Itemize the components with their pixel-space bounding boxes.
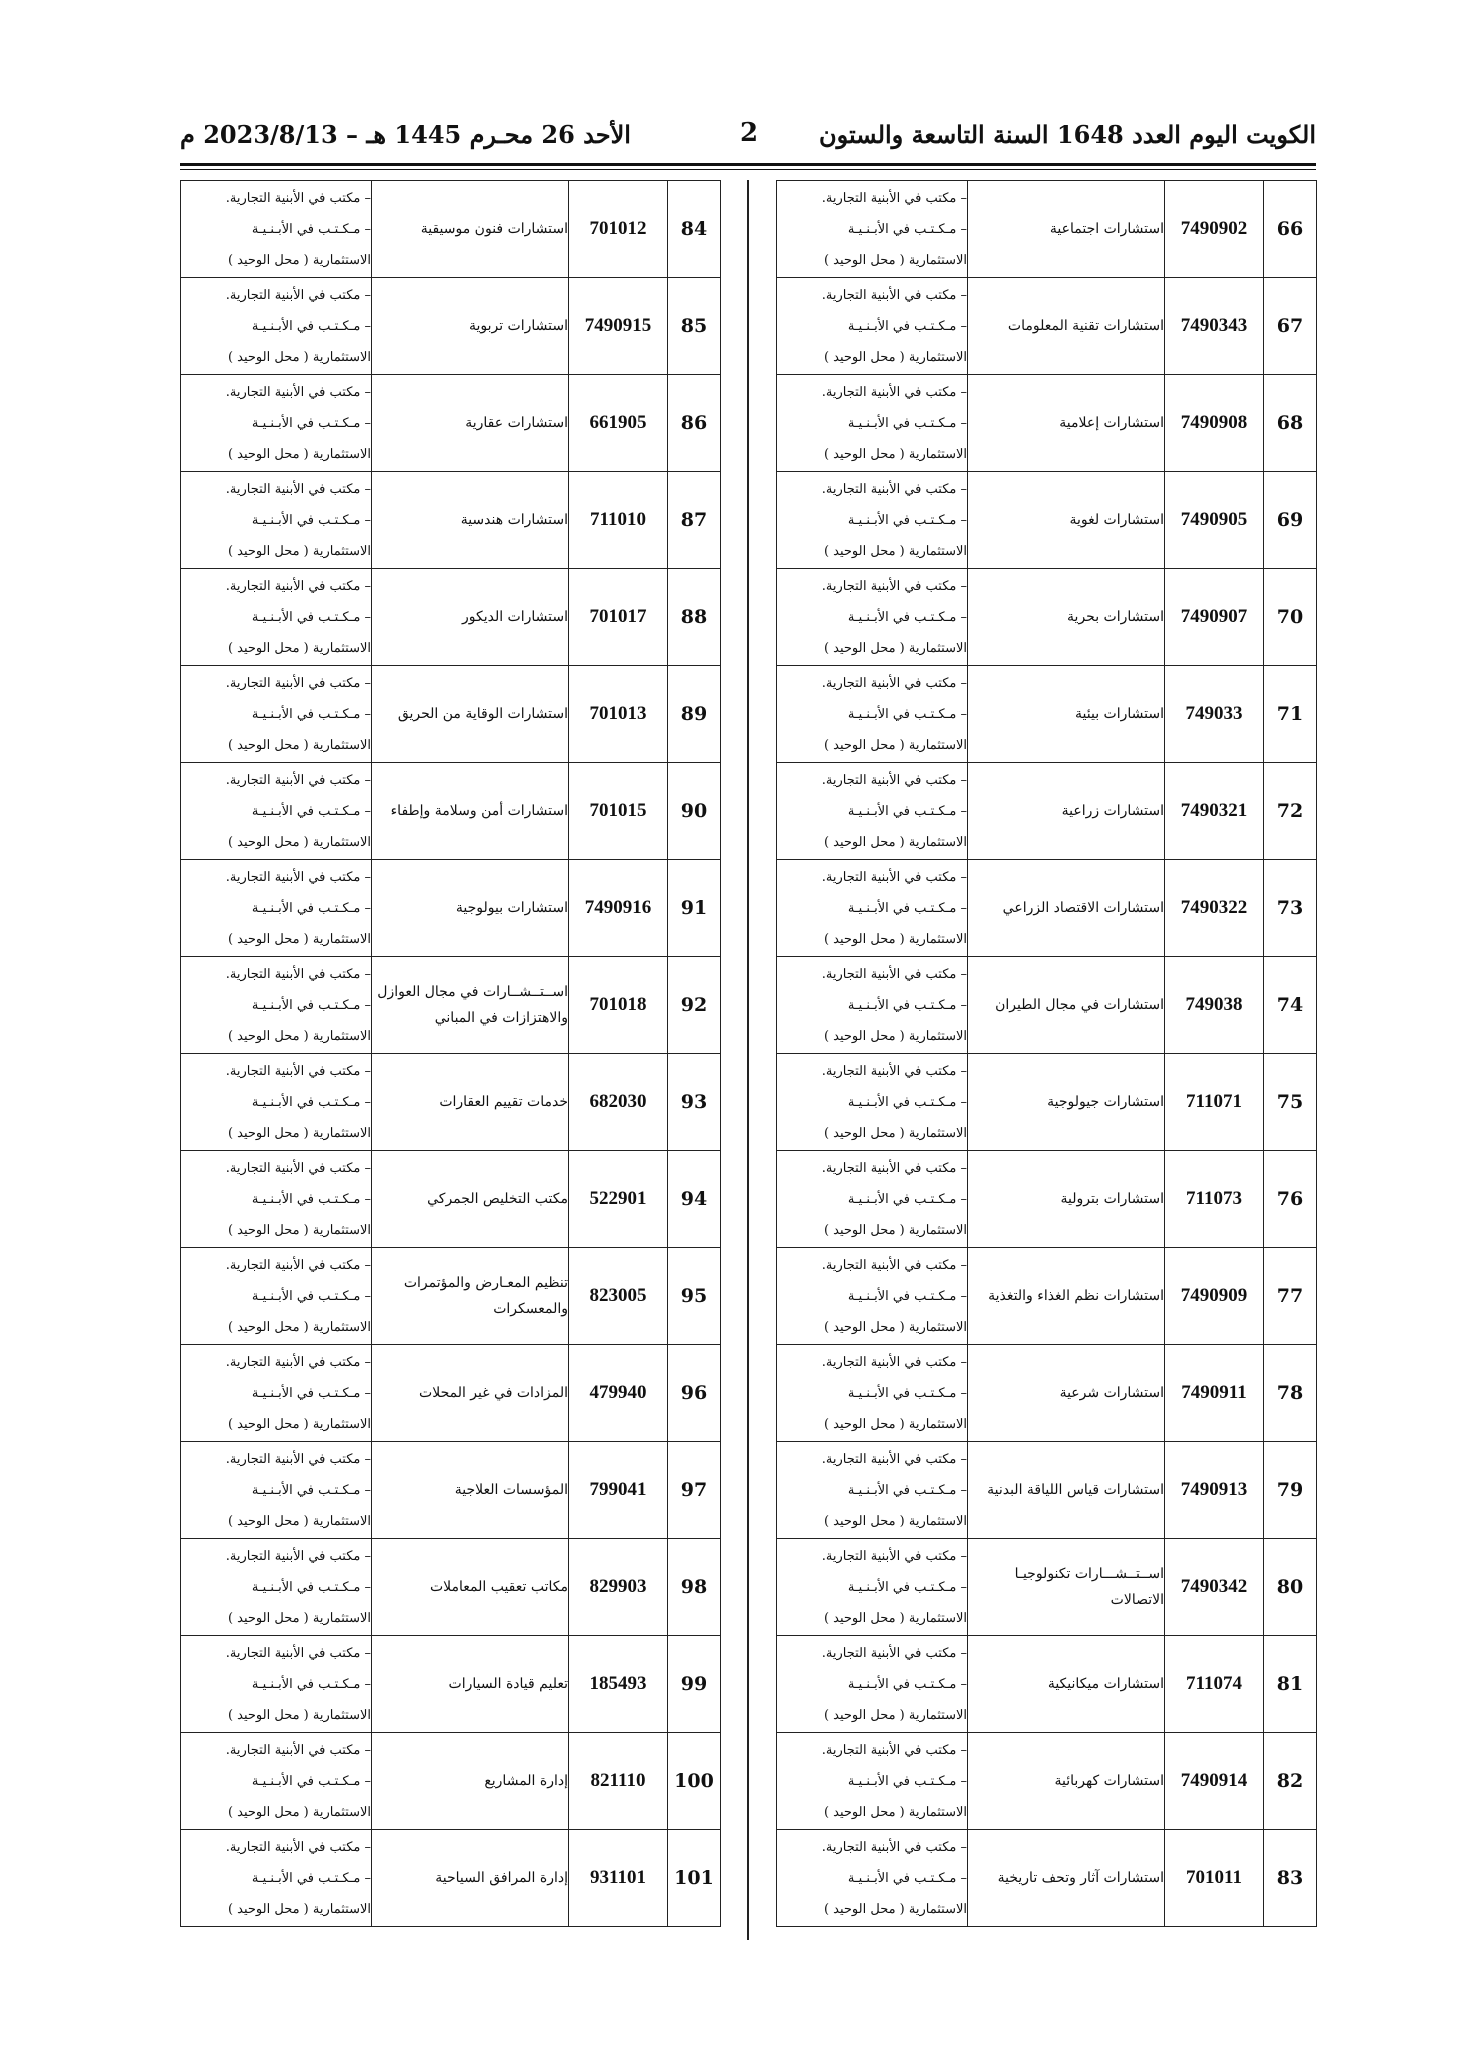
- activity-code: 479940: [569, 1345, 668, 1442]
- location-line: – مـكـتـب في الأبـنـيـة: [251, 1870, 371, 1886]
- row-number: 79: [1264, 1442, 1317, 1539]
- activity-name: إدارة المرافق السياحية: [372, 1830, 569, 1927]
- location-line: – مـكـتـب في الأبـنـيـة: [847, 1870, 967, 1886]
- location-line: – مكتب في الأبنية التجارية.: [225, 772, 371, 788]
- activities-table-left: [180, 180, 721, 1927]
- location-line: – مكتب في الأبنية التجارية.: [821, 772, 967, 788]
- table-row: [777, 278, 1317, 375]
- location-line: الاستثمارية ( محل الوحيد ): [823, 1901, 967, 1917]
- location-line: – مكتب في الأبنية التجارية.: [821, 190, 967, 206]
- permitted-location: [777, 1054, 968, 1151]
- table-row: [181, 1248, 721, 1345]
- permitted-location: [181, 1151, 372, 1248]
- permitted-location: [777, 1733, 968, 1830]
- table-row: [181, 181, 721, 278]
- location-line: – مكتب في الأبنية التجارية.: [821, 1354, 967, 1370]
- row-number: 89: [668, 666, 721, 763]
- table-row: [181, 1830, 721, 1927]
- row-number: 72: [1264, 763, 1317, 860]
- location-line: – مـكـتـب في الأبـنـيـة: [847, 706, 967, 722]
- location-line: – مـكـتـب في الأبـنـيـة: [847, 1676, 967, 1692]
- location-line: الاستثمارية ( محل الوحيد ): [823, 931, 967, 947]
- permitted-location: [181, 1442, 372, 1539]
- location-line: – مكتب في الأبنية التجارية.: [225, 1839, 371, 1855]
- activity-name: استشارات الوقاية من الحريق: [372, 666, 569, 763]
- location-line: الاستثمارية ( محل الوحيد ): [227, 1319, 371, 1335]
- table-row: [777, 1636, 1317, 1733]
- location-line: الاستثمارية ( محل الوحيد ): [823, 1028, 967, 1044]
- row-number: 97: [668, 1442, 721, 1539]
- permitted-location: [777, 860, 968, 957]
- permitted-location: [181, 666, 372, 763]
- activity-code: 829903: [569, 1539, 668, 1636]
- location-line: – مكتب في الأبنية التجارية.: [225, 578, 371, 594]
- location-line: – مـكـتـب في الأبـنـيـة: [847, 900, 967, 916]
- row-number: 86: [668, 375, 721, 472]
- table-row: [777, 1248, 1317, 1345]
- location-line: الاستثمارية ( محل الوحيد ): [823, 446, 967, 462]
- row-number: 87: [668, 472, 721, 569]
- location-line: – مـكـتـب في الأبـنـيـة: [251, 1482, 371, 1498]
- activity-name: استشارات ميكانيكية: [968, 1636, 1165, 1733]
- permitted-location: [777, 472, 968, 569]
- location-line: – مكتب في الأبنية التجارية.: [821, 1257, 967, 1273]
- row-number: 99: [668, 1636, 721, 1733]
- activity-name: استشارات بحرية: [968, 569, 1165, 666]
- activity-name: استشارات اجتماعية: [968, 181, 1165, 278]
- activity-code: 711010: [569, 472, 668, 569]
- activity-code: 701015: [569, 763, 668, 860]
- table-row: [777, 1345, 1317, 1442]
- activity-code: 7490908: [1165, 375, 1264, 472]
- activity-code: 7490915: [569, 278, 668, 375]
- activity-name: المزادات في غير المحلات: [372, 1345, 569, 1442]
- activity-name: استشارات بيئية: [968, 666, 1165, 763]
- permitted-location: [181, 472, 372, 569]
- location-line: – مـكـتـب في الأبـنـيـة: [251, 706, 371, 722]
- table-row: [777, 1830, 1317, 1927]
- activity-code: 749038: [1165, 957, 1264, 1054]
- activity-name: استشارات زراعية: [968, 763, 1165, 860]
- activity-code: 7490907: [1165, 569, 1264, 666]
- location-line: – مكتب في الأبنية التجارية.: [821, 481, 967, 497]
- activity-name: استشارات تربوية: [372, 278, 569, 375]
- location-line: الاستثمارية ( محل الوحيد ): [227, 931, 371, 947]
- activity-code: 711073: [1165, 1151, 1264, 1248]
- gazette-issue-title: الكويت اليوم العدد 1648 السنة التاسعة والستون: [819, 120, 1316, 149]
- location-line: – مكتب في الأبنية التجارية.: [821, 1645, 967, 1661]
- location-line: الاستثمارية ( محل الوحيد ): [823, 1416, 967, 1432]
- location-line: – مكتب في الأبنية التجارية.: [821, 384, 967, 400]
- row-number: 90: [668, 763, 721, 860]
- activity-code: 661905: [569, 375, 668, 472]
- location-line: – مـكـتـب في الأبـنـيـة: [251, 1191, 371, 1207]
- location-line: – مكتب في الأبنية التجارية.: [225, 869, 371, 885]
- location-line: – مـكـتـب في الأبـنـيـة: [251, 221, 371, 237]
- row-number: 101: [668, 1830, 721, 1927]
- location-line: الاستثمارية ( محل الوحيد ): [823, 349, 967, 365]
- table-row: [181, 763, 721, 860]
- location-line: – مكتب في الأبنية التجارية.: [225, 1160, 371, 1176]
- location-line: الاستثمارية ( محل الوحيد ): [227, 1707, 371, 1723]
- table-row: [181, 569, 721, 666]
- table-row: [181, 1636, 721, 1733]
- location-line: – مـكـتـب في الأبـنـيـة: [847, 221, 967, 237]
- location-line: – مـكـتـب في الأبـنـيـة: [847, 1385, 967, 1401]
- activity-code: 701017: [569, 569, 668, 666]
- location-line: – مكتب في الأبنية التجارية.: [225, 481, 371, 497]
- activity-name: مكتب التخليص الجمركي: [372, 1151, 569, 1248]
- activity-code: 799041: [569, 1442, 668, 1539]
- location-line: – مـكـتـب في الأبـنـيـة: [847, 1191, 967, 1207]
- location-line: – مـكـتـب في الأبـنـيـة: [847, 609, 967, 625]
- activity-code: 749033: [1165, 666, 1264, 763]
- location-line: – مكتب في الأبنية التجارية.: [821, 869, 967, 885]
- location-line: – مـكـتـب في الأبـنـيـة: [251, 512, 371, 528]
- activity-name: استشارات شرعية: [968, 1345, 1165, 1442]
- column-divider: [747, 180, 749, 1940]
- location-line: – مكتب في الأبنية التجارية.: [821, 287, 967, 303]
- page-number: 2: [740, 118, 759, 148]
- activity-name: استشارات في مجال الطيران: [968, 957, 1165, 1054]
- location-line: – مـكـتـب في الأبـنـيـة: [251, 997, 371, 1013]
- location-line: – مـكـتـب في الأبـنـيـة: [251, 318, 371, 334]
- row-number: 93: [668, 1054, 721, 1151]
- activity-name: إدارة المشاريع: [372, 1733, 569, 1830]
- row-number: 77: [1264, 1248, 1317, 1345]
- row-number: 85: [668, 278, 721, 375]
- table-row: [777, 1054, 1317, 1151]
- location-line: – مكتب في الأبنية التجارية.: [225, 287, 371, 303]
- location-line: – مكتب في الأبنية التجارية.: [225, 1354, 371, 1370]
- location-line: – مـكـتـب في الأبـنـيـة: [847, 318, 967, 334]
- activity-name: استشارات نظم الغذاء والتغذية: [968, 1248, 1165, 1345]
- activity-code: 7490321: [1165, 763, 1264, 860]
- activity-code: 7490916: [569, 860, 668, 957]
- activity-name: استشارات قياس اللياقة البدنية: [968, 1442, 1165, 1539]
- permitted-location: [181, 375, 372, 472]
- location-line: الاستثمارية ( محل الوحيد ): [823, 737, 967, 753]
- location-line: – مكتب في الأبنية التجارية.: [225, 966, 371, 982]
- table-row: [181, 1733, 721, 1830]
- location-line: – مكتب في الأبنية التجارية.: [225, 1257, 371, 1273]
- permitted-location: [777, 1442, 968, 1539]
- location-line: – مكتب في الأبنية التجارية.: [821, 1160, 967, 1176]
- location-line: الاستثمارية ( محل الوحيد ): [227, 834, 371, 850]
- permitted-location: [181, 1733, 372, 1830]
- permitted-location: [181, 181, 372, 278]
- location-line: – مـكـتـب في الأبـنـيـة: [251, 1579, 371, 1595]
- location-line: – مـكـتـب في الأبـنـيـة: [847, 997, 967, 1013]
- activity-code: 7490342: [1165, 1539, 1264, 1636]
- table-row: [181, 666, 721, 763]
- table-row: [777, 957, 1317, 1054]
- activity-code: 7490905: [1165, 472, 1264, 569]
- permitted-location: [777, 1248, 968, 1345]
- location-line: – مـكـتـب في الأبـنـيـة: [251, 1094, 371, 1110]
- activity-name: استشارات بيولوجية: [372, 860, 569, 957]
- activity-name: استشارات عقارية: [372, 375, 569, 472]
- activity-name: استشارات إعلامية: [968, 375, 1165, 472]
- permitted-location: [777, 957, 968, 1054]
- location-line: الاستثمارية ( محل الوحيد ): [823, 640, 967, 656]
- header-rule-thick: [180, 163, 1316, 166]
- permitted-location: [181, 763, 372, 860]
- permitted-location: [181, 1539, 372, 1636]
- table-row: [777, 181, 1317, 278]
- location-line: الاستثمارية ( محل الوحيد ): [227, 640, 371, 656]
- row-number: 80: [1264, 1539, 1317, 1636]
- permitted-location: [777, 181, 968, 278]
- activity-code: 701018: [569, 957, 668, 1054]
- location-line: – مـكـتـب في الأبـنـيـة: [847, 1773, 967, 1789]
- permitted-location: [181, 1636, 372, 1733]
- row-number: 71: [1264, 666, 1317, 763]
- table-row: [181, 278, 721, 375]
- permitted-location: [777, 375, 968, 472]
- location-line: – مـكـتـب في الأبـنـيـة: [251, 1773, 371, 1789]
- location-line: الاستثمارية ( محل الوحيد ): [227, 446, 371, 462]
- permitted-location: [181, 957, 372, 1054]
- location-line: – مـكـتـب في الأبـنـيـة: [251, 415, 371, 431]
- location-line: – مـكـتـب في الأبـنـيـة: [847, 1482, 967, 1498]
- table-row: [181, 1442, 721, 1539]
- activity-code: 185493: [569, 1636, 668, 1733]
- location-line: – مـكـتـب في الأبـنـيـة: [847, 1094, 967, 1110]
- location-line: – مـكـتـب في الأبـنـيـة: [251, 1288, 371, 1304]
- location-line: – مـكـتـب في الأبـنـيـة: [251, 803, 371, 819]
- activity-code: 682030: [569, 1054, 668, 1151]
- row-number: 98: [668, 1539, 721, 1636]
- row-number: 66: [1264, 181, 1317, 278]
- table-row: [181, 957, 721, 1054]
- activity-name: استشارات أمن وسلامة وإطفاء: [372, 763, 569, 860]
- permitted-location: [777, 1539, 968, 1636]
- location-line: الاستثمارية ( محل الوحيد ): [823, 1804, 967, 1820]
- location-line: الاستثمارية ( محل الوحيد ): [823, 1125, 967, 1141]
- location-line: الاستثمارية ( محل الوحيد ): [823, 1222, 967, 1238]
- table-row: [777, 569, 1317, 666]
- row-number: 74: [1264, 957, 1317, 1054]
- location-line: – مكتب في الأبنية التجارية.: [821, 675, 967, 691]
- location-line: – مكتب في الأبنية التجارية.: [225, 1451, 371, 1467]
- activities-table-left-body: [181, 181, 721, 1927]
- activity-name: استشارات هندسية: [372, 472, 569, 569]
- activity-name: استشارات تقنية المعلومات: [968, 278, 1165, 375]
- row-number: 95: [668, 1248, 721, 1345]
- row-number: 81: [1264, 1636, 1317, 1733]
- permitted-location: [181, 1248, 372, 1345]
- activity-code: 7490913: [1165, 1442, 1264, 1539]
- activities-table-right-body: [777, 181, 1317, 1927]
- activity-name: اســتــشـــارات تكنولوجيـا الاتصالات: [968, 1539, 1165, 1636]
- header-rule-thin: [180, 169, 1316, 170]
- row-number: 96: [668, 1345, 721, 1442]
- location-line: الاستثمارية ( محل الوحيد ): [823, 1610, 967, 1626]
- table-row: [181, 375, 721, 472]
- activity-name: مكاتب تعقيب المعاملات: [372, 1539, 569, 1636]
- location-line: – مكتب في الأبنية التجارية.: [821, 1063, 967, 1079]
- location-line: – مكتب في الأبنية التجارية.: [821, 966, 967, 982]
- row-number: 75: [1264, 1054, 1317, 1151]
- activities-table-right: [776, 180, 1317, 1927]
- row-number: 68: [1264, 375, 1317, 472]
- row-number: 100: [668, 1733, 721, 1830]
- location-line: – مـكـتـب في الأبـنـيـة: [847, 1288, 967, 1304]
- location-line: الاستثمارية ( محل الوحيد ): [823, 543, 967, 559]
- permitted-location: [777, 278, 968, 375]
- activity-name: تعليم قيادة السيارات: [372, 1636, 569, 1733]
- activity-code: 711074: [1165, 1636, 1264, 1733]
- activity-name: استشارات الديكور: [372, 569, 569, 666]
- location-line: – مـكـتـب في الأبـنـيـة: [251, 609, 371, 625]
- location-line: – مكتب في الأبنية التجارية.: [821, 1451, 967, 1467]
- activity-name: المؤسسات العلاجية: [372, 1442, 569, 1539]
- permitted-location: [181, 1830, 372, 1927]
- location-line: الاستثمارية ( محل الوحيد ): [227, 1028, 371, 1044]
- location-line: – مـكـتـب في الأبـنـيـة: [251, 900, 371, 916]
- permitted-location: [181, 1054, 372, 1151]
- location-line: – مكتب في الأبنية التجارية.: [225, 384, 371, 400]
- permitted-location: [777, 1830, 968, 1927]
- activity-name: استشارات كهربائية: [968, 1733, 1165, 1830]
- activity-code: 522901: [569, 1151, 668, 1248]
- location-line: – مكتب في الأبنية التجارية.: [821, 1839, 967, 1855]
- location-line: – مكتب في الأبنية التجارية.: [821, 578, 967, 594]
- activity-code: 701012: [569, 181, 668, 278]
- row-number: 88: [668, 569, 721, 666]
- activity-code: 7490322: [1165, 860, 1264, 957]
- location-line: – مـكـتـب في الأبـنـيـة: [251, 1385, 371, 1401]
- table-row: [777, 860, 1317, 957]
- page-header: [180, 118, 1316, 158]
- permitted-location: [181, 860, 372, 957]
- location-line: الاستثمارية ( محل الوحيد ): [227, 1125, 371, 1141]
- activity-code: 823005: [569, 1248, 668, 1345]
- permitted-location: [181, 1345, 372, 1442]
- activity-name: استشارات فنون موسيقية: [372, 181, 569, 278]
- location-line: الاستثمارية ( محل الوحيد ): [227, 1222, 371, 1238]
- location-line: الاستثمارية ( محل الوحيد ): [227, 1901, 371, 1917]
- row-number: 84: [668, 181, 721, 278]
- location-line: الاستثمارية ( محل الوحيد ): [227, 737, 371, 753]
- permitted-location: [181, 569, 372, 666]
- activity-code: 7490343: [1165, 278, 1264, 375]
- table-row: [777, 375, 1317, 472]
- location-line: – مكتب في الأبنية التجارية.: [225, 675, 371, 691]
- row-number: 78: [1264, 1345, 1317, 1442]
- location-line: الاستثمارية ( محل الوحيد ): [823, 252, 967, 268]
- table-row: [181, 1345, 721, 1442]
- permitted-location: [777, 666, 968, 763]
- activity-name: استشارات آثار وتحف تاريخية: [968, 1830, 1165, 1927]
- table-row: [777, 763, 1317, 860]
- activity-code: 701013: [569, 666, 668, 763]
- table-row: [777, 1539, 1317, 1636]
- location-line: – مكتب في الأبنية التجارية.: [225, 1063, 371, 1079]
- row-number: 73: [1264, 860, 1317, 957]
- location-line: – مكتب في الأبنية التجارية.: [225, 1742, 371, 1758]
- location-line: – مـكـتـب في الأبـنـيـة: [251, 1676, 371, 1692]
- table-row: [777, 1151, 1317, 1248]
- location-line: الاستثمارية ( محل الوحيد ): [227, 1610, 371, 1626]
- table-row: [777, 666, 1317, 763]
- location-line: – مكتب في الأبنية التجارية.: [225, 1548, 371, 1564]
- activity-name: اســتــشــارات في مجال العوازل والاهتزازات في المباني: [372, 957, 569, 1054]
- activity-name: استشارات الاقتصاد الزراعي: [968, 860, 1165, 957]
- table-row: [181, 1054, 721, 1151]
- table-row: [777, 472, 1317, 569]
- row-number: 94: [668, 1151, 721, 1248]
- table-row: [181, 472, 721, 569]
- location-line: الاستثمارية ( محل الوحيد ): [823, 1513, 967, 1529]
- row-number: 69: [1264, 472, 1317, 569]
- activity-name: خدمات تقييم العقارات: [372, 1054, 569, 1151]
- row-number: 76: [1264, 1151, 1317, 1248]
- location-line: الاستثمارية ( محل الوحيد ): [227, 1416, 371, 1432]
- row-number: 91: [668, 860, 721, 957]
- activity-code: 7490902: [1165, 181, 1264, 278]
- location-line: – مـكـتـب في الأبـنـيـة: [847, 512, 967, 528]
- permitted-location: [181, 278, 372, 375]
- location-line: – مكتب في الأبنية التجارية.: [225, 1645, 371, 1661]
- location-line: الاستثمارية ( محل الوحيد ): [227, 1513, 371, 1529]
- table-row: [777, 1442, 1317, 1539]
- permitted-location: [777, 763, 968, 860]
- location-line: – مـكـتـب في الأبـنـيـة: [847, 803, 967, 819]
- activity-code: 821110: [569, 1733, 668, 1830]
- activity-code: 711071: [1165, 1054, 1264, 1151]
- activity-name: تنظيم المعـارض والمؤتمرات والمعسكرات: [372, 1248, 569, 1345]
- location-line: – مـكـتـب في الأبـنـيـة: [847, 415, 967, 431]
- location-line: الاستثمارية ( محل الوحيد ): [227, 1804, 371, 1820]
- location-line: الاستثمارية ( محل الوحيد ): [227, 252, 371, 268]
- activity-code: 931101: [569, 1830, 668, 1927]
- activity-name: استشارات لغوية: [968, 472, 1165, 569]
- activity-code: 701011: [1165, 1830, 1264, 1927]
- location-line: الاستثمارية ( محل الوحيد ): [823, 1707, 967, 1723]
- permitted-location: [777, 569, 968, 666]
- location-line: الاستثمارية ( محل الوحيد ): [227, 543, 371, 559]
- activity-code: 7490909: [1165, 1248, 1264, 1345]
- row-number: 70: [1264, 569, 1317, 666]
- location-line: – مـكـتـب في الأبـنـيـة: [847, 1579, 967, 1595]
- activity-name: استشارات جيولوجية: [968, 1054, 1165, 1151]
- table-row: [777, 1733, 1317, 1830]
- location-line: الاستثمارية ( محل الوحيد ): [823, 1319, 967, 1335]
- location-line: الاستثمارية ( محل الوحيد ): [823, 834, 967, 850]
- row-number: 83: [1264, 1830, 1317, 1927]
- location-line: – مكتب في الأبنية التجارية.: [821, 1742, 967, 1758]
- permitted-location: [777, 1151, 968, 1248]
- location-line: – مكتب في الأبنية التجارية.: [821, 1548, 967, 1564]
- activity-name: استشارات بترولية: [968, 1151, 1165, 1248]
- table-row: [181, 1151, 721, 1248]
- row-number: 67: [1264, 278, 1317, 375]
- row-number: 82: [1264, 1733, 1317, 1830]
- location-line: الاستثمارية ( محل الوحيد ): [227, 349, 371, 365]
- row-number: 92: [668, 957, 721, 1054]
- table-row: [181, 1539, 721, 1636]
- permitted-location: [777, 1345, 968, 1442]
- permitted-location: [777, 1636, 968, 1733]
- location-line: – مكتب في الأبنية التجارية.: [225, 190, 371, 206]
- table-row: [181, 860, 721, 957]
- activity-code: 7490911: [1165, 1345, 1264, 1442]
- issue-date: الأحد 26 محـرم 1445 هـ – 2023/8/13 م: [180, 120, 631, 149]
- activity-code: 7490914: [1165, 1733, 1264, 1830]
